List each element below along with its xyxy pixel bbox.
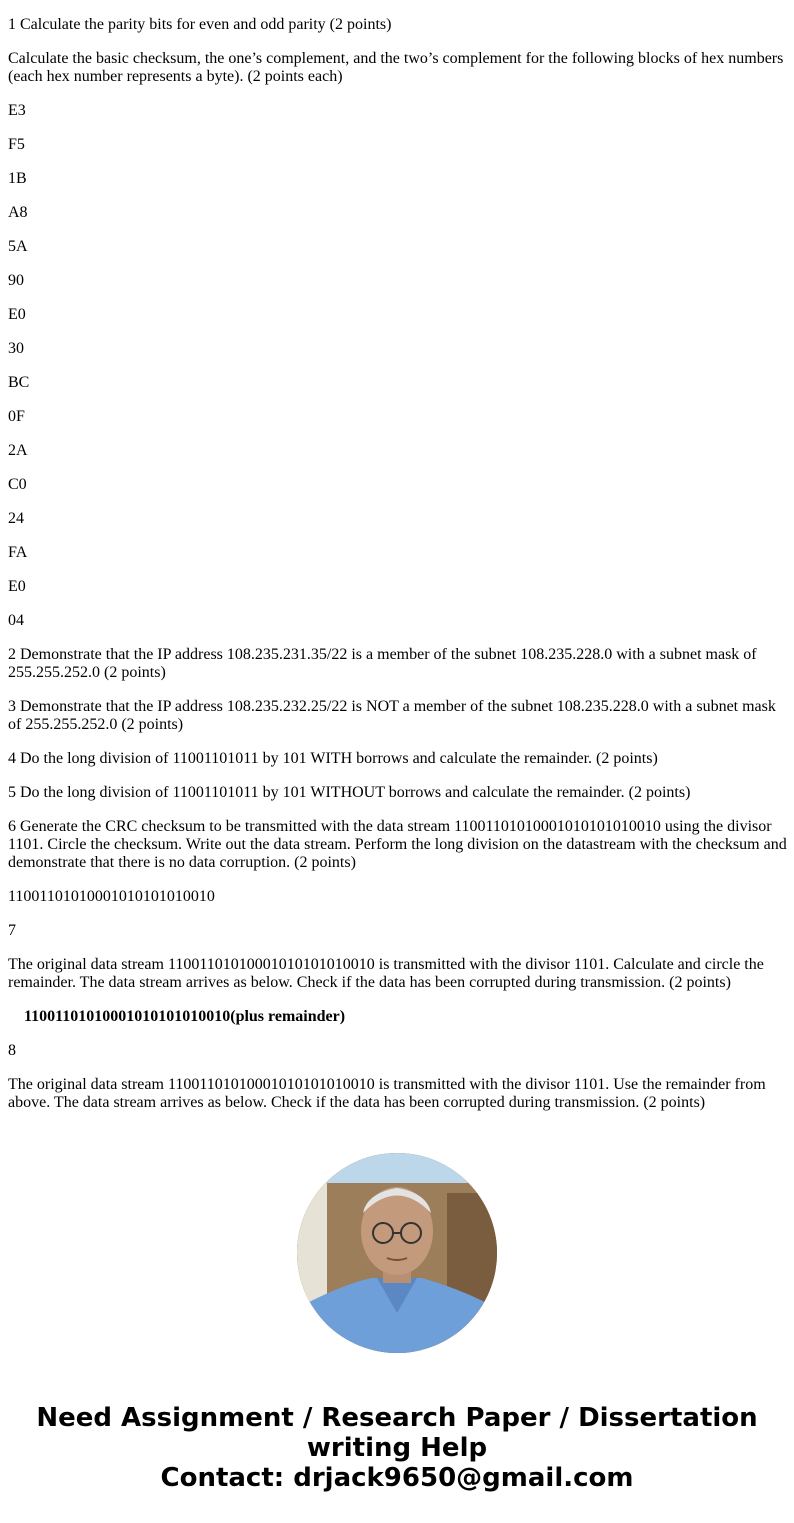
paragraph: F5 <box>8 136 25 153</box>
author-photo <box>297 1153 497 1353</box>
paragraph: 04 <box>8 612 24 629</box>
document-body <box>8 0 788 1122</box>
paragraph: A8 <box>8 204 28 221</box>
banner-contact-line: Contact: drjack9650@gmail.com <box>160 1463 634 1493</box>
paragraph: 8 <box>8 1042 16 1059</box>
paragraph: 3 Demonstrate that the IP address 108.235.232.25/22 is NOT a member of the subnet 108.235.228.0 with a subnet mask of 255.255.252.0 (2 points) <box>8 698 776 733</box>
paragraph: The original data stream 11001101010001010101010010 is transmitted with the divisor 1101. Use the remainder from above. The data stream arrives as below. Check if the data has been corrupted during transmission. (2 points) <box>8 1076 766 1111</box>
paragraph: E0 <box>8 578 26 595</box>
paragraph: 6 Generate the CRC checksum to be transmitted with the data stream 11001101010001010101010010 using the divisor 1101. Circle the checksum. Write out the data stream. Perform the long division on the datastream with the checksum and demonstrate that there is no data corruption. (2 points) <box>8 818 787 871</box>
paragraph: BC <box>8 374 30 391</box>
paragraph: 4 Do the long division of 11001101011 by 101 WITH borrows and calculate the remainder. (2 points) <box>8 750 658 767</box>
paragraph: 1B <box>8 170 27 187</box>
paragraph: FA <box>8 544 28 561</box>
paragraph: 1 Calculate the parity bits for even and odd parity (2 points) <box>8 16 392 33</box>
paragraph: The original data stream 11001101010001010101010010 is transmitted with the divisor 1101. Calculate and circle the remainder. The data stream arrives as below. Check if the data has been corrupted during transmission. (2 points) <box>8 956 764 991</box>
paragraph: 2A <box>8 442 28 459</box>
paragraph: E3 <box>8 102 26 119</box>
paragraph: 5A <box>8 238 28 255</box>
paragraph: 11001101010001010101010010(plus remainder) <box>24 1008 346 1025</box>
contact-banner <box>0 1403 794 1493</box>
paragraph: 2 Demonstrate that the IP address 108.235.231.35/22 is a member of the subnet 108.235.228.0 with a subnet mask of 255.255.252.0 (2 points) <box>8 646 757 681</box>
paragraph: Calculate the basic checksum, the one’s complement, and the two’s complement for the following blocks of hex numbers (each hex number represents a byte). (2 points each) <box>8 50 784 85</box>
paragraph: 30 <box>8 340 24 357</box>
paragraph: 11001101010001010101010010 <box>8 888 215 905</box>
paragraph: 5 Do the long division of 11001101011 by 101 WITHOUT borrows and calculate the remainder. (2 points) <box>8 784 691 801</box>
paragraph: 24 <box>8 510 24 527</box>
paragraph: C0 <box>8 476 27 493</box>
banner-line-1: Need Assignment / Research Paper / Dissertation <box>36 1403 758 1433</box>
paragraph: E0 <box>8 306 26 323</box>
person-portrait-icon <box>297 1153 497 1353</box>
paragraph: 90 <box>8 272 24 289</box>
paragraph: 0F <box>8 408 25 425</box>
paragraph: 7 <box>8 922 16 939</box>
banner-line-2: writing Help <box>306 1433 488 1463</box>
